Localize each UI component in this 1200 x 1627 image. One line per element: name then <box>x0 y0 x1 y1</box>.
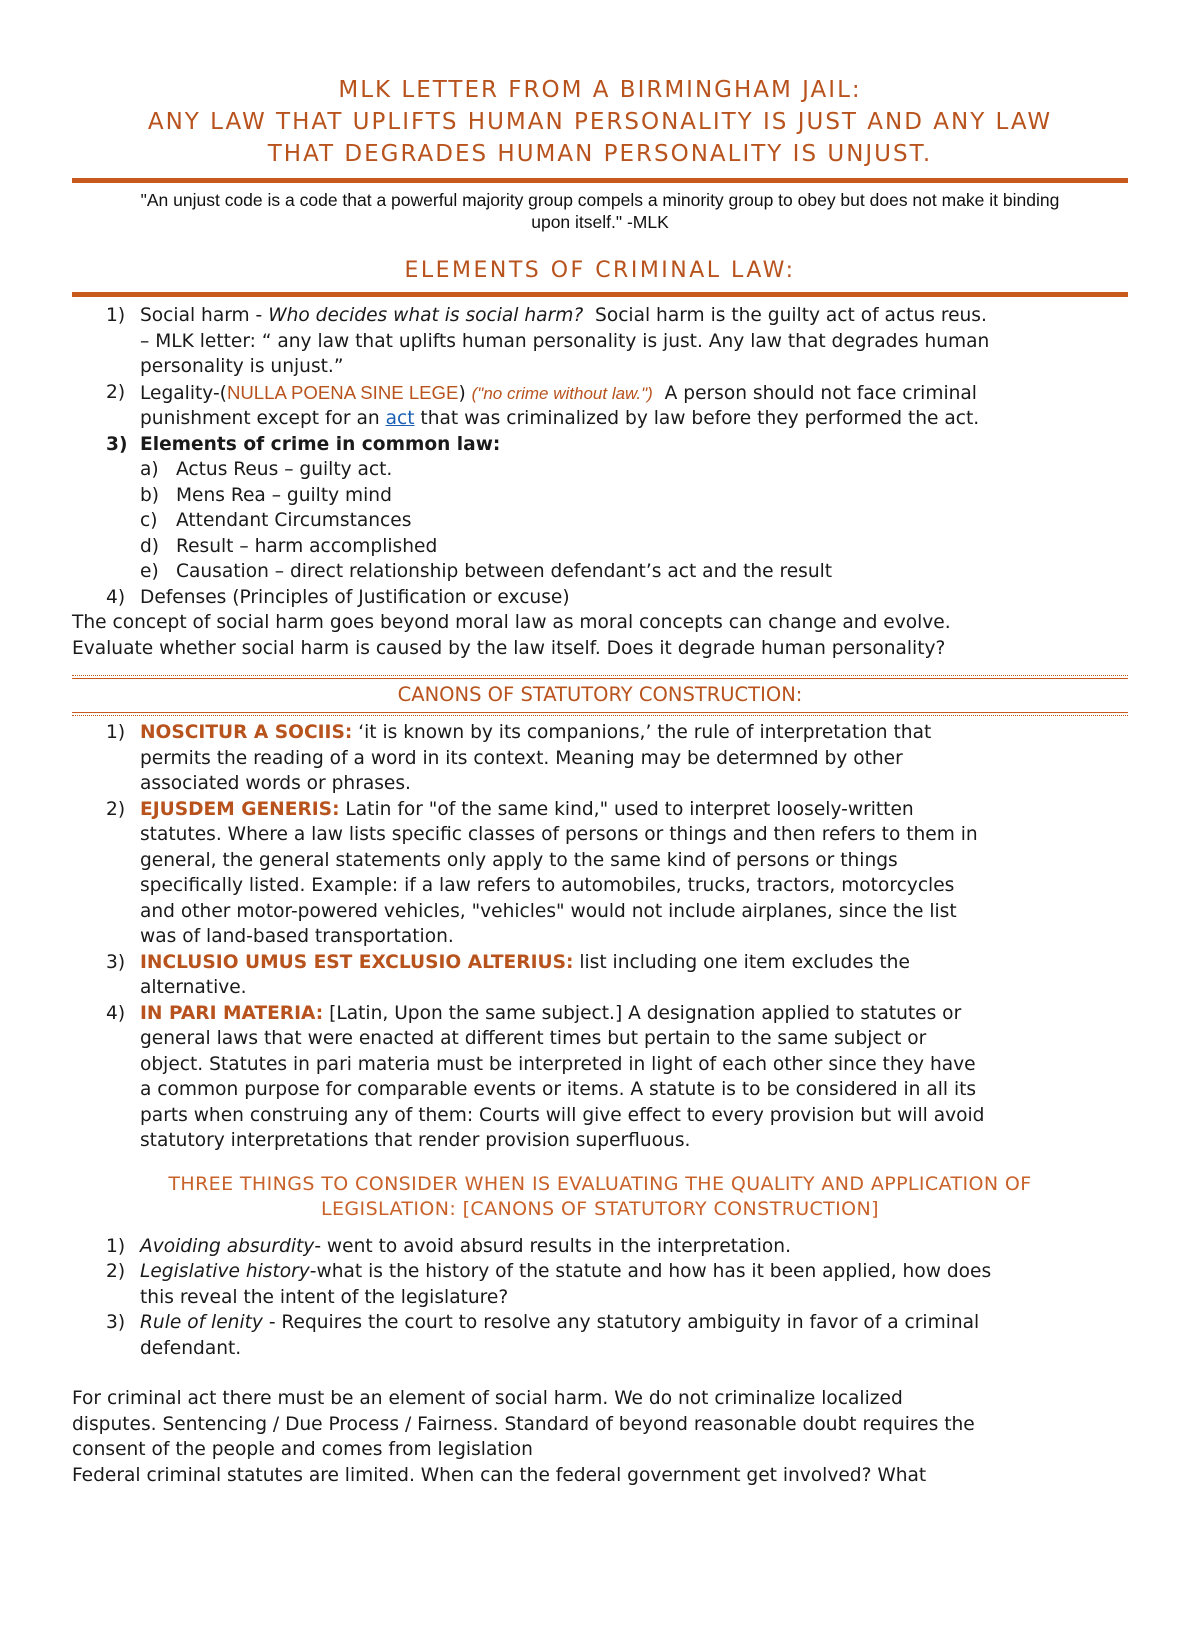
document-page <box>0 74 1200 1627</box>
latin-phrase: NULLA POENA SINE LEGE <box>226 381 459 403</box>
canon-text: list including one item excludes the <box>573 951 910 973</box>
sub-list-item <box>72 534 1128 560</box>
item-text: Social harm is the guilty act of actus reus. <box>583 305 987 326</box>
mlk-quote <box>72 189 1128 233</box>
canons-heading: CANONS OF STATUTORY CONSTRUCTION: <box>397 683 803 706</box>
list-number: 1) <box>106 305 126 326</box>
closing-line: Federal criminal statutes are limited. When can the federal government get involved? What <box>72 1464 927 1486</box>
sub-list-item <box>72 457 1128 483</box>
canon-term: IN PARI MATERIA: <box>140 1002 324 1024</box>
canon-text: statutes. Where a law lists specific classes of persons or things and then refers to them in <box>140 824 978 845</box>
title-line-1: MLK LETTER FROM A BIRMINGHAM JAIL: <box>338 77 862 103</box>
three-things-list <box>72 1234 1128 1362</box>
sub-list <box>72 457 1128 585</box>
item-text: -what is the history of the statute and how has it been applied, how does <box>309 1261 992 1282</box>
canon-text: ‘it is known by its companions,’ the rule of interpretation that <box>352 722 932 743</box>
canon-text: parts when construing any of them: Courts will give effect to every provision but will avoid <box>140 1104 985 1126</box>
canon-first-line <box>140 797 1128 823</box>
latin-gloss: ("no crime without law.") <box>471 383 653 403</box>
list-number: 2) <box>106 1261 126 1282</box>
canon-term: NOSCITUR A SOCIIS: <box>140 722 353 743</box>
canon-item <box>72 797 1128 950</box>
list-item <box>72 1310 1128 1361</box>
canon-item <box>72 950 1128 1001</box>
item-first-line <box>140 1310 1128 1336</box>
canon-text: object. Statutes in pari materia must be interpreted in light of each other since they have <box>140 1053 976 1075</box>
title-line-2: ANY LAW THAT UPLIFTS HUMAN PERSONALITY IS JUST AND ANY LAW <box>147 109 1053 135</box>
canon-text: Latin for "of the same kind," used to interpret loosely-written <box>339 798 914 820</box>
canons-rule-bottom <box>72 712 1128 716</box>
canon-text: general, the general statements only apply to the same kind of persons or things <box>140 849 898 871</box>
item-lead: Social harm - <box>140 305 269 326</box>
canon-item <box>72 1001 1128 1154</box>
heading-line: LEGISLATION: [CANONS OF STATUTORY CONSTRUCTION] <box>321 1197 879 1220</box>
canon-term: EJUSDEM GENERIS: <box>140 798 340 820</box>
canon-first-line <box>140 950 1128 976</box>
list-number: 4) <box>106 586 126 608</box>
list-number: 2) <box>106 381 126 403</box>
item-italic: Legislative history <box>140 1261 310 1282</box>
sub-letter: a) <box>140 459 159 480</box>
sub-letter: b) <box>140 484 160 506</box>
item-close: ) <box>458 382 466 404</box>
item-first-line <box>140 1259 1128 1285</box>
list-number: 3) <box>106 951 126 973</box>
elements-heading: ELEMENTS OF CRIMINAL LAW: <box>404 258 796 283</box>
document-title <box>72 74 1128 170</box>
item-italic: Rule of lenity <box>140 1312 263 1333</box>
item-italic: Who decides what is social harm? <box>268 305 584 326</box>
canon-text: alternative. <box>140 977 247 998</box>
title-line-3: THAT DEGRADES HUMAN PERSONALITY IS UNJUST. <box>267 141 933 167</box>
act-link[interactable]: act <box>385 408 415 429</box>
canon-item <box>72 720 1128 797</box>
item-text: – MLK letter: “ any law that uplifts human personality is just. Any law that degrades human <box>140 330 990 352</box>
closing-line: disputes. Sentencing / Due Process / Fairness. Standard of beyond reasonable doubt requires the <box>72 1413 975 1435</box>
list-number: 1) <box>106 1235 126 1257</box>
item-text: punishment except for an <box>140 408 386 429</box>
quote-line-2: upon itself." -MLK <box>531 212 669 232</box>
sub-letter: d) <box>140 535 160 557</box>
closing-line: For criminal act there must be an element of social harm. We do not criminalize localized <box>72 1388 903 1409</box>
list-item <box>72 380 1128 432</box>
canon-text: statutory interpretations that render provision superfluous. <box>140 1130 691 1151</box>
sub-text: Attendant Circumstances <box>176 510 412 531</box>
canon-term: INCLUSIO UMUS EST EXCLUSIO ALTERIUS: <box>140 951 574 973</box>
item-label: Elements of crime in common law: <box>140 433 501 455</box>
note-line: The concept of social harm goes beyond moral law as moral concepts can change and evolve. <box>72 612 951 633</box>
sub-list-item <box>72 508 1128 534</box>
sub-letter: c) <box>140 510 158 531</box>
sub-text: Causation – direct relationship between defendant’s act and the result <box>176 561 833 582</box>
list-item <box>72 432 1128 458</box>
closing-paragraph <box>72 1386 1128 1488</box>
canons-section <box>72 720 1128 1154</box>
canons-rule-top <box>72 675 1128 679</box>
canon-text: was of land-based transportation. <box>140 926 454 947</box>
closing-line: consent of the people and comes from legislation <box>72 1439 533 1460</box>
sub-list-item <box>72 559 1128 585</box>
item-text: this reveal the intent of the legislature? <box>140 1286 509 1308</box>
item-text: personality is unjust.” <box>140 356 344 377</box>
list-item <box>72 1234 1128 1260</box>
canon-text: specifically listed. Example: if a law refers to automobiles, trucks, tractors, motorcycles <box>140 875 955 896</box>
sub-text: Mens Rea – guilty mind <box>176 484 392 506</box>
list-number: 4) <box>106 1002 126 1024</box>
sub-text: Result – harm accomplished <box>176 535 438 557</box>
canon-text: associated words or phrases. <box>140 773 411 794</box>
item-italic: Avoiding absurdity <box>140 1235 315 1257</box>
three-things-heading <box>72 1172 1128 1222</box>
list-number: 2) <box>106 798 126 820</box>
list-number: 3) <box>106 433 128 455</box>
item-first-line <box>140 1234 1128 1260</box>
canon-first-line <box>140 1001 1128 1027</box>
item-text: - Requires the court to resolve any statutory ambiguity in favor of a criminal <box>262 1312 980 1333</box>
item-text: defendant. <box>140 1337 242 1359</box>
canon-text: and other motor-powered vehicles, "vehicles" would not include airplanes, since the list <box>140 900 957 922</box>
list-item <box>72 1259 1128 1310</box>
sub-list-item <box>72 483 1128 509</box>
elements-rule <box>72 292 1128 297</box>
item-text: A person should not face criminal <box>652 382 977 404</box>
list-item <box>72 585 1128 611</box>
elements-section <box>72 303 1128 661</box>
list-number: 1) <box>106 722 126 743</box>
item-text: that was criminalized by law before they performed the act. <box>414 408 980 429</box>
item-text: Defenses (Principles of Justification or excuse) <box>140 586 570 608</box>
sub-letter: e) <box>140 561 159 582</box>
canon-text: permits the reading of a word in its context. Meaning may be determned by other <box>140 747 903 769</box>
list-number: 3) <box>106 1312 126 1333</box>
heading-line: THREE THINGS TO CONSIDER WHEN IS EVALUATING THE QUALITY AND APPLICATION OF <box>168 1172 1032 1195</box>
canon-text: a common purpose for comparable events or items. A statute is to be considered in all its <box>140 1079 977 1100</box>
title-rule <box>72 178 1128 183</box>
quote-line-1: "An unjust code is a code that a powerful majority group compels a minority group to obey but does not make it binding <box>140 190 1060 210</box>
canon-text: general laws that were enacted at different times but pertain to the same subject or <box>140 1028 927 1049</box>
sub-text: Actus Reus – guilty act. <box>176 459 393 480</box>
list-item <box>72 303 1128 380</box>
canon-text: [Latin, Upon the same subject.] A designation applied to statutes or <box>323 1002 962 1024</box>
note-line: Evaluate whether social harm is caused by the law itself. Does it degrade human personality? <box>72 637 946 659</box>
item-lead: Legality-( <box>140 382 227 404</box>
canon-first-line <box>140 720 1128 746</box>
item-text: - went to avoid absurd results in the interpretation. <box>314 1235 791 1257</box>
